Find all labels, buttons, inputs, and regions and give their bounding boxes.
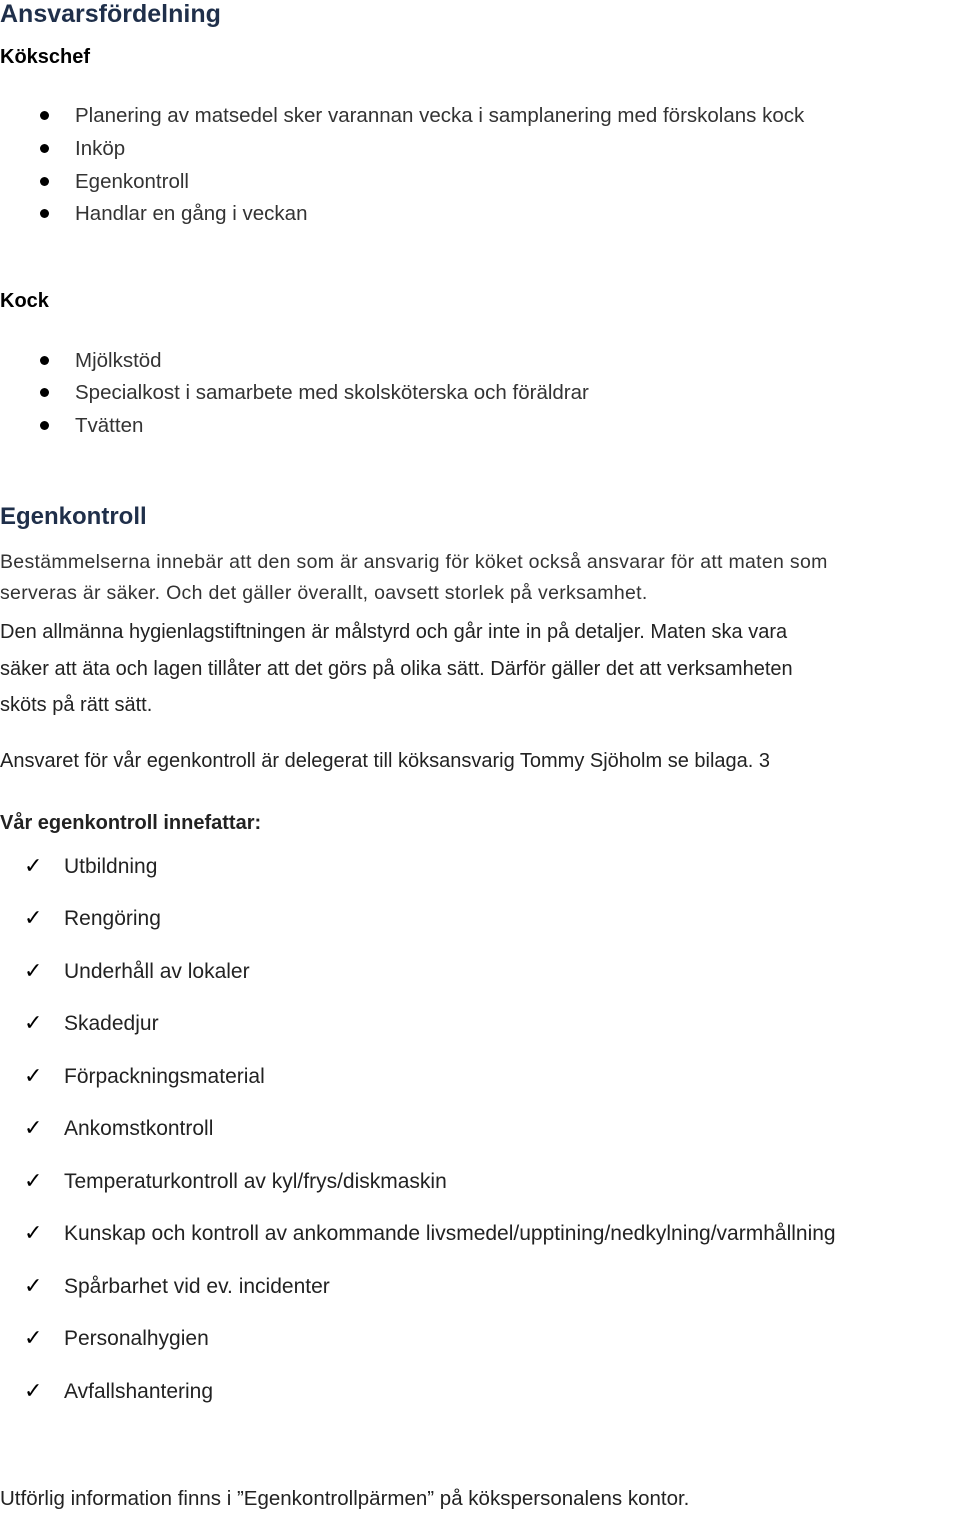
list-item: ✓ Kunskap och kontroll av ankommande livsmedel/upptining/nedkylning/varmhållning (24, 1220, 836, 1245)
bullet-icon (40, 177, 49, 186)
para-line-2: säker att äta och lagen tillåter att det görs på olika sätt. Därför gäller det att verksamheten (0, 658, 793, 680)
list-item: ✓ Spårbarhet vid ev. incidenter (24, 1273, 330, 1298)
bullet-icon (40, 144, 49, 153)
checkmark-icon: ✓ (24, 1220, 43, 1245)
egenkontroll-heading: Egenkontroll (0, 503, 147, 530)
list-item: Egenkontroll (40, 170, 189, 194)
footer-note: Utförlig information finns i ”Egenkontrollpärmen” på kökspersonalens kontor. (0, 1487, 690, 1510)
list-item: ✓ Skadedjur (24, 1010, 159, 1035)
checkmark-icon: ✓ (24, 1273, 43, 1298)
list-item: Tvätten (40, 414, 143, 438)
kokschef-heading: Kökschef (0, 46, 91, 68)
list-item: Inköp (40, 137, 125, 161)
list-item: ✓ Underhåll av lokaler (24, 958, 250, 983)
bullet-icon (40, 421, 49, 430)
list-item: ✓ Utbildning (24, 853, 158, 878)
intro-line-2: serveras är säker. Och det gäller överallt, oavsett storlek på verksamhet. (0, 582, 648, 604)
checkmark-icon: ✓ (24, 958, 43, 983)
bullet-icon (40, 111, 49, 120)
checkmark-icon: ✓ (24, 1168, 43, 1193)
bullet-icon (40, 209, 49, 218)
para-line-3: sköts på rätt sätt. (0, 694, 153, 716)
list-item: ✓ Förpackningsmaterial (24, 1063, 265, 1088)
list-item: ✓ Avfallshantering (24, 1378, 214, 1403)
kock-heading: Kock (0, 290, 49, 312)
bullet-icon (40, 388, 49, 397)
checkmark-icon: ✓ (24, 1378, 43, 1403)
page-title: Ansvarsfördelning (0, 0, 221, 28)
intro-line-1: Bestämmelserna innebär att den som är ansvarig för köket också ansvarar för att maten som (0, 551, 828, 573)
list-item: Handlar en gång i veckan (40, 202, 308, 226)
checkmark-icon: ✓ (24, 853, 43, 878)
responsibility-text: Ansvaret för vår egenkontroll är delegerat till köksansvarig Tommy Sjöholm se bilaga. 3 (0, 750, 770, 772)
list-item: ✓ Rengöring (24, 905, 161, 930)
includes-heading: Vår egenkontroll innefattar: (0, 812, 262, 834)
list-item: Planering av matsedel sker varannan vecka i samplanering med förskolans kock (40, 104, 804, 128)
checkmark-icon: ✓ (24, 1115, 43, 1140)
list-item: ✓ Personalhygien (24, 1325, 209, 1350)
list-item: Mjölkstöd (40, 349, 162, 373)
list-item: ✓ Temperaturkontroll av kyl/frys/diskmaskin (24, 1168, 447, 1193)
checkmark-icon: ✓ (24, 905, 43, 930)
list-item: Specialkost i samarbete med skolsköterska och föräldrar (40, 381, 589, 405)
checkmark-icon: ✓ (24, 1063, 43, 1088)
checkmark-icon: ✓ (24, 1325, 43, 1350)
list-item: ✓ Ankomstkontroll (24, 1115, 214, 1140)
bullet-icon (40, 356, 49, 365)
checkmark-icon: ✓ (24, 1010, 43, 1035)
para-line-1: Den allmänna hygienlagstiftningen är målstyrd och går inte in på detaljer. Maten ska vara (0, 621, 788, 643)
